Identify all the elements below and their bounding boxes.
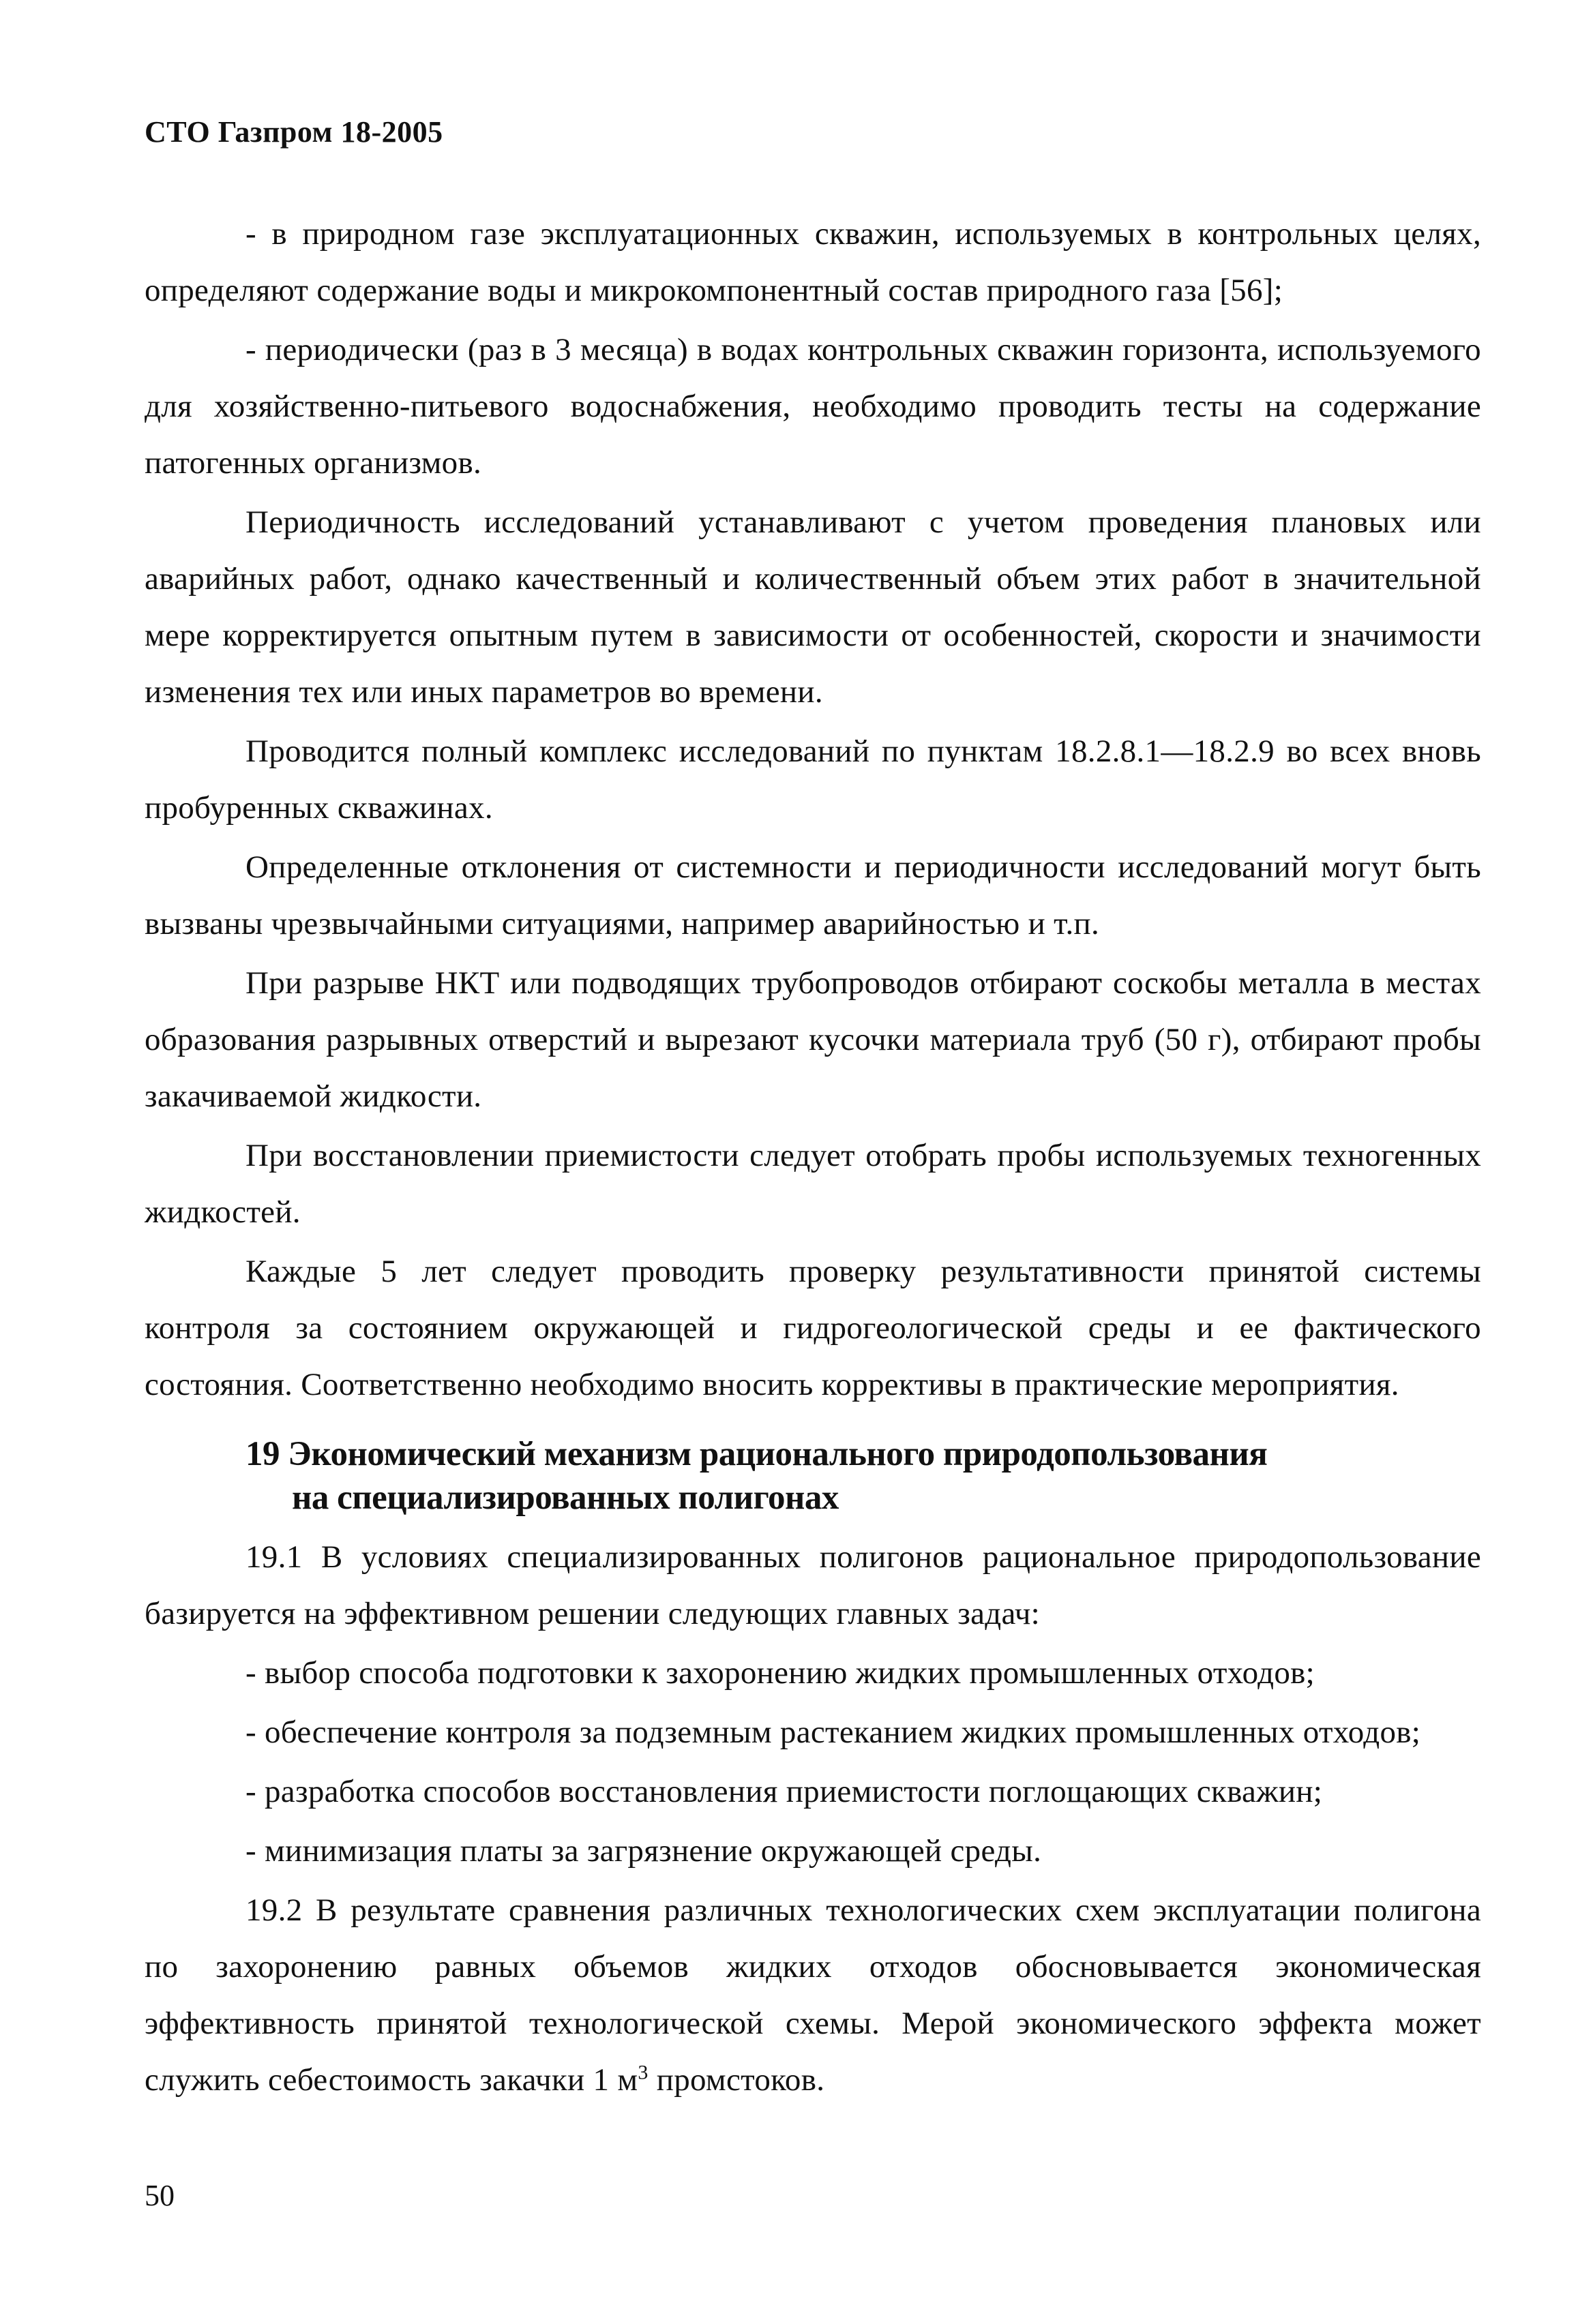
list-item-injectivity-methods: - разработка способов восстановления приемистости поглощающих скважин;	[245, 1774, 1323, 1809]
paragraph-19-2	[145, 1882, 1481, 2109]
paragraph-19-2-text: 19.2 В результате сравнения различных технологических схем эксплуатации полигона по захоронению равных объемов жидких отходов обосновывается экономическая эффективность принятой технологической схемы. Мерой экономического эффекта может служить себестоимость закачки 1 м	[145, 1892, 1481, 2098]
document-header: СТО Газпром 18-2005	[145, 115, 443, 149]
cubic-superscript: 3	[638, 2061, 649, 2084]
paragraph-tubing-rupture: При разрыве НКТ или подводящих трубопроводов отбирают соскобы металла в местах образования разрывных отверстий и вырезают кусочки материала труб (50 г), отбирают пробы закачиваемой жидкости.	[145, 965, 1481, 1114]
list-item-spread-control: - обеспечение контроля за подземным растеканием жидких промышленных отходов;	[245, 1715, 1421, 1750]
paragraph-periodicity: Периодичность исследований устанавливают с учетом проведения плановых или аварийных работ, однако качественный и количественный объем этих работ в значительной мере корректируется опытным путем в зависимости от особенностей, скорости и значимости изменения тех или иных параметров во времени.	[145, 504, 1481, 710]
paragraph-natural-gas-tests: - в природном газе эксплуатационных скважин, используемых в контрольных целях, определяют содержание воды и микрокомпонентный состав природного газа [56];	[145, 216, 1481, 308]
section-19-title-line1: 19 Экономический механизм рационального природопользования	[245, 1435, 1268, 1473]
paragraph-pathogen-tests: - периодически (раз в 3 месяца) в водах контрольных скважин горизонта, используемого для хозяйственно-питьевого водоснабжения, необходимо проводить тесты на содержание патогенных организмов.	[145, 332, 1481, 481]
list-item-pollution-fee: - минимизация платы за загрязнение окружающей среды.	[245, 1833, 1042, 1869]
paragraph-five-year-check: Каждые 5 лет следует проводить проверку результативности принятой системы контроля за состоянием окружающей и гидрогеологической среды и ее фактического состояния. Соответственно необходимо вносить коррективы в практические мероприятия.	[145, 1254, 1481, 1402]
page-number: 50	[145, 2179, 175, 2212]
paragraph-19-1: 19.1 В условиях специализированных полигонов рациональное природопользование базируется на эффективном решении следующих главных задач:	[145, 1539, 1481, 1631]
paragraph-19-2-end: промстоков.	[648, 2062, 825, 2098]
section-19-heading	[245, 1432, 1481, 1520]
section-19-title-line2: на специализированных полигонах	[292, 1479, 839, 1517]
list-item-waste-preparation: - выбор способа подготовки к захоронению жидких промышленных отходов;	[245, 1655, 1315, 1691]
paragraph-injectivity-restoration: При восстановлении приемистости следует отобрать пробы используемых техногенных жидкостей.	[145, 1138, 1481, 1230]
paragraph-deviations: Определенные отклонения от системности и периодичности исследований могут быть вызваны чрезвычайными ситуациями, например аварийностью и т.п.	[145, 849, 1481, 941]
document-body	[145, 206, 1481, 2111]
paragraph-full-complex: Проводится полный комплекс исследований по пунктам 18.2.8.1—18.2.9 во всех вновь пробуренных скважинах.	[145, 734, 1481, 826]
